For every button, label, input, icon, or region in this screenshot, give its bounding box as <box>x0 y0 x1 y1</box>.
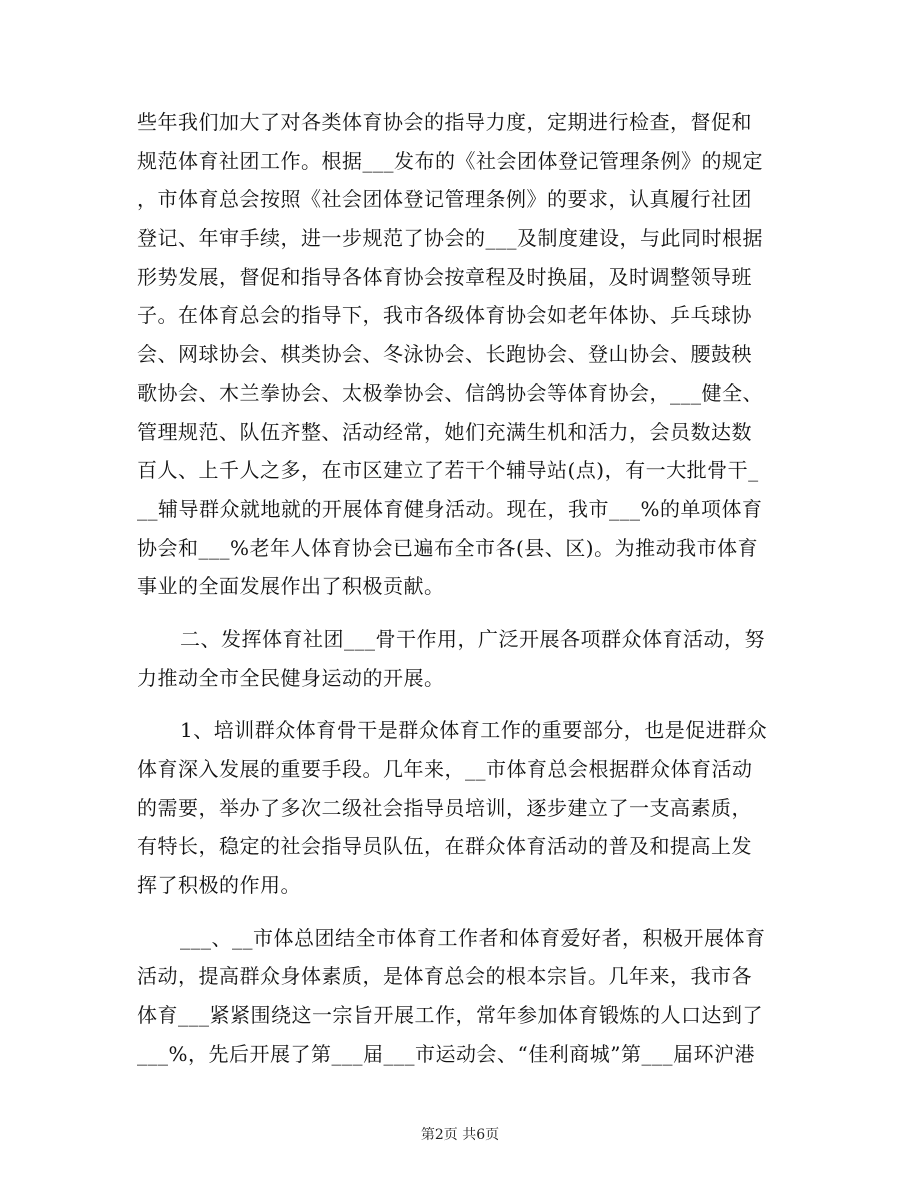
text-line: 协会和___%老年人体育协会已遍布全市各(县、区)。为推动我市体育 <box>137 535 759 560</box>
document-body <box>137 103 787 1074</box>
paragraph <box>137 711 787 904</box>
text-line: 1、培训群众体育骨干是群众体育工作的重要部分，也是促进群众 <box>180 718 768 743</box>
text-line: 会、网球协会、棋类协会、冬泳协会、长跑协会、登山协会、腰鼓秧 <box>137 342 752 367</box>
text-line: 力推动全市全民健身运动的开展。 <box>137 665 445 690</box>
text-line: ，市体育总会按照《社会团体登记管理条例》的要求，认真履行社团 <box>137 187 752 212</box>
text-line: 百人、上千人之多，在市区建立了若干个辅导站(点)，有一大批骨干_ <box>137 458 759 483</box>
text-line: 管理规范、队伍齐整、活动经常，她们充满生机和活力，会员数达数 <box>137 419 752 444</box>
text-line: 些年我们加大了对各类体育协会的指导力度，定期进行检查，督促和 <box>137 110 752 134</box>
text-line: 规范体育社团工作。根据___发布的《社会团体登记管理条例》的规定 <box>137 148 763 173</box>
page-footer: 第2页 共6页 <box>420 1127 500 1143</box>
text-line: 登记、年审手续，进一步规范了协会的___及制度建设，与此同时根据 <box>137 226 763 251</box>
text-line: 挥了积极的作用。 <box>137 873 301 898</box>
text-line: ___%，先后开展了第___届___市运动会、“佳利商城”第___届环沪港 <box>137 1041 755 1066</box>
text-line: __辅导群众就地就的开展体育健身活动。现在，我市___%的单项体育 <box>137 496 763 521</box>
text-line: 的需要，举办了多次二级社会指导员培训，逐步建立了一支高素质， <box>137 795 752 820</box>
text-line: 子。在体育总会的指导下，我市各级体育协会如老年体协、乒乓球协 <box>137 303 752 328</box>
text-line: 体育___紧紧围绕这一宗旨开展工作，常年参加体育锻炼的人口达到了 <box>137 1003 763 1028</box>
text-line: 二、发挥体育社团___骨干作用，广泛开展各项群众体育活动，努 <box>180 626 765 651</box>
paragraph-gap <box>137 697 787 711</box>
paragraph <box>137 103 787 606</box>
text-line: 体育深入发展的重要手段。几年来，__市体育总会根据群众体育活动 <box>137 757 753 781</box>
paragraph-gap <box>137 905 787 919</box>
text-line: 活动，提高群众身体素质，是体育总会的根本宗旨。几年来，我市各 <box>137 964 752 989</box>
text-line: ___、__市体总团结全市体育工作者和体育爱好者，积极开展体育 <box>180 925 766 950</box>
paragraph-gap <box>137 606 787 620</box>
paragraph <box>137 919 787 1074</box>
text-line: 歌协会、木兰拳协会、太极拳协会、信鸽协会等体育协会，___健全、 <box>137 380 763 405</box>
text-line: 形势发展，督促和指导各体育协会按章程及时换届，及时调整领导班 <box>137 264 752 289</box>
paragraph <box>137 620 787 697</box>
text-line: 事业的全面发展作出了积极贡献。 <box>137 574 445 599</box>
text-line: 有特长，稳定的社会指导员队伍，在群众体育活动的普及和提高上发 <box>137 834 752 859</box>
